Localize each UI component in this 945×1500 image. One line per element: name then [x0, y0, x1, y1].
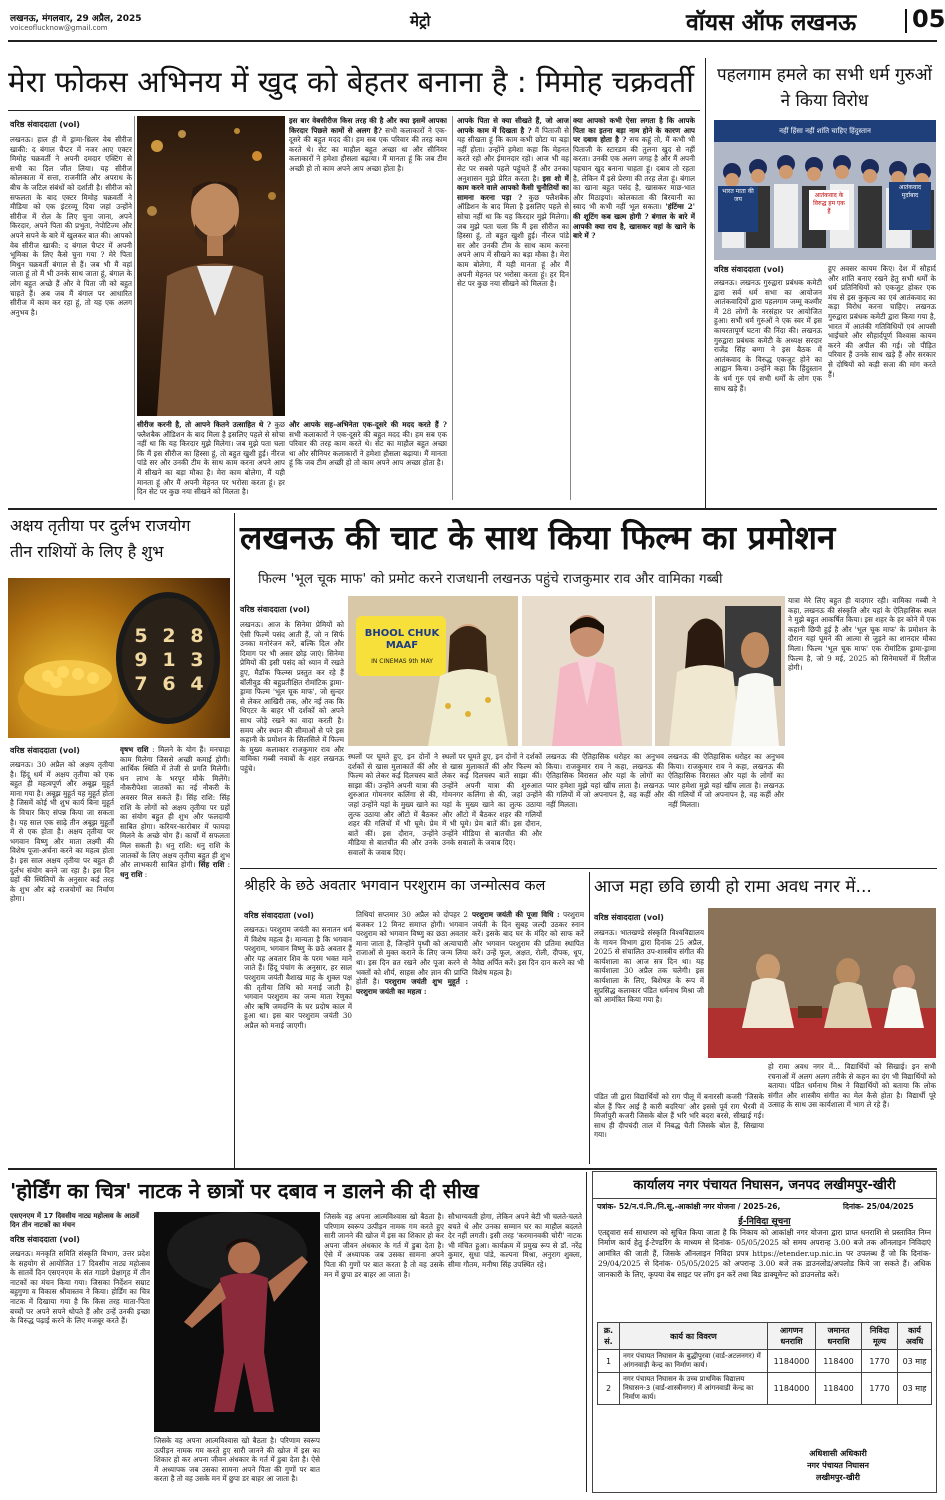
masthead-divider	[905, 9, 907, 33]
akshaya-number-grid	[126, 600, 212, 720]
mimoh-col2	[137, 420, 285, 500]
natak-col4: सौभाग्यवती होगा, लेकिन अपने बेटी भी चलते-चलते बचते थे और उनका सम्मान घर का माहौल बदलते देर नहीं लगती। इसी तरह 'करमानवकी चोरी' नाटक भी मंचित हुआ। कार्यक्रम में प्रमुख रूप से डॉ. नरेंद्र कुमार, सुधा पांडे, कल्पना मिश्रा, अनुराग शुक्ला, सीमा गौतम, मनीषा सिंह उपस्थित रहे।	[448, 1212, 582, 1269]
tender-cell-security: 118400	[816, 1350, 862, 1373]
pahalgam-placard-3: आतंकवाद मुर्दाबाद	[889, 182, 931, 230]
paper-name: वॉयस ऑफ लखनऊ	[686, 10, 857, 36]
natak-header	[10, 1171, 582, 1211]
natak-kicker: एसएनएम में 17 दिवसीय नाट्य महोत्सव के आठवें दिन तीन नाटकों का मंचन	[10, 1212, 140, 1229]
chaat-photo-3-art	[655, 596, 785, 746]
mimoh-col3	[289, 420, 447, 500]
akshaya-col2: वृषभ राशि : मिलने के योग हैं। मनचाहा काम मिलेगा जिससे अच्छी कमाई होगी। आर्थिक स्थिति में तेजी से प्रगति मिलेगी। धन लाभ के भरपूर मौके मिलेंगे। नौकरीपेशा जातकों का नई नौकरी के अवसर मिल सकते हैं। सिंह राशि: सिंह राशि के लोगों को अक्षय तृतीया पर ग्रहों का संयोग बहुत ही शुभ और फलदायी साबित होगा। करियर-कारोबार में फायदा मिलने के अच्छे योग हैं। कार्यों में सफलता मिल सकती है। धनु राशि: धनु राशि के जातकों के लिए अक्षय तृतीया बहुत ही शुभ और लाभकारी साबित होगी। सिंह राशि : धनु राशि :	[120, 745, 230, 879]
tender-cell-security: 118400	[816, 1373, 862, 1405]
mimoh-rule	[8, 110, 700, 111]
parshuram-col2	[356, 910, 468, 1163]
page-number: 05	[912, 5, 945, 33]
mimoh-divider-1	[134, 116, 135, 500]
tender-title: ई-निविदा सूचना	[738, 1217, 791, 1227]
parshuram-right-rule	[589, 872, 590, 1164]
chaat-subhead: फिल्म 'भूल चूक माफ' को प्रमोट करने राजधानी लखनऊ पहुंचे राजकुमार राव और वामिका गब्बी	[258, 571, 723, 587]
akshaya-sub-3: धनु राशि	[120, 869, 143, 879]
akshaya-number: 6	[162, 673, 176, 695]
tender-col-security: जमानत धनराशि	[816, 1323, 862, 1350]
chaat-col3: स्थलों पर घूमते हुए, इन दोनों ने दर्शकों से खास मुलाकातें कीं और फिल्म को लेकर कई दिलचस्प बातें साझा कीं। उन्होंने अपनी यात्रा की शुरुआत गोमनगर कलिंगा से की, जहां उन्होंने यहां के मुख्य खाने का लुत्फ उठाया और ऑटो में बैठकर शहर की गलियों में भी घूमे। प्रेम बातें कीं। इस दौरान, उन्होंने मीडिया से बातचीत की और उनके सवालों के जवाब दिए।	[442, 752, 542, 848]
chaat-byline: वरिष्ठ संवाददाता (vol)	[240, 605, 310, 614]
avadh-headline: आज महा छवि छायी हो रामा अवध नगर में...	[594, 877, 872, 897]
parshuram-header	[244, 872, 589, 902]
tender-cell-fee: 1770	[862, 1350, 898, 1373]
akshaya-byline: वरिष्ठ संवाददाता (vol)	[10, 746, 80, 755]
tender-date: दिनांक- 25/04/2025	[843, 1202, 914, 1211]
akshaya-headline-2: तीन राशियों के लिए है शुभ	[10, 542, 164, 561]
tender-cell-sn: 1	[598, 1350, 620, 1373]
akshaya-number: 3	[190, 649, 204, 671]
chaat-poster-date: IN CINEMAS 9th MAY	[371, 658, 433, 665]
tender-col-estimate: आगणन धनराशि	[768, 1323, 816, 1350]
pahalgam-headline: पहलगाम हमले का सभी धर्म गुरुओं ने किया विरोध	[716, 65, 933, 111]
avadh-photo	[708, 908, 936, 1058]
mimoh-col4-text2: कुछ फ्लैशबैक ऑडिशन के बाद मिला है इसलिए पहले से सोचा नहीं था कि यह किरदार मुझे मिलेगा। जब मुझे पता चला कि मैं इस सीरीज का हिस्सा हूं, तो बहुत खुशी हुई। नीरज पांडे सर और उनकी टीम के साथ काम करना अपने आप में सीखने का बड़ा मौका है। मेरा काम बोलेगा, मैं यही मानता हूं और मैं अपनी मेहनत पर भरोसा करता हूं। हर दिन सेट पर कुछ नया सीखने को मिलता है।	[457, 192, 569, 289]
chaat-photo-3	[655, 596, 785, 746]
mimoh-col1: लखनऊ। हाल ही में ड्रामा-थ्रिलर वेब सीरीज खाकी: द बंगाल चैप्टर में नजर आए एक्टर मिमोह चक्रवर्ती ने अपनी दमदार एक्टिंग से सभी का दिल जीत लिया। यह सीरीज कोलकाता में सत्ता, राजनीति और अपराध के बीच के जटिल संबंधों को दर्शाती है। सीरीज को सफलता के बाद एक्टर मिमोह चक्रवर्ती ने मीडिया को एक इंटरव्यू दिया जहां उन्होंने सीरीज में रोल के लिए चुना जाना, अपने किरदार, अपने पिता की प्रभुता, नेपोटिज्म और अपने सपने के बारे में खुलकर बात की। आपको वेब सीरीज खाकी: द बंगाल चैप्टर में अपनी भूमिका के लिए कैसे चुना गया ? मेरे पिता मिथुन चक्रवर्ती बंगाल से हैं। जब भी मैं वहां जाता हूं तो मैं भी उनके साथ जाता हूं, बंगाल के लोग बहुत अच्छे हैं और वे पिता जी को बहुत चाहते हैं। अब जब मैं बंगाल पर आधारित सीरीज में काम कर रहा हूं, तो यह एक अलग अनुभव है।	[10, 135, 132, 317]
parshuram-col3-text: परशुराम जयंती के दिन सुबह जल्दी उठकर स्नान करें। इसके बाद घर के मंदिर को साफ करें और भगवान परशुराम की प्रतिमा स्थापित करें। उन्हें फूल, अक्षत, रोली, दीपक, धूप, नैवेद्य अर्पित करें। इस दिन दान करने का भी विशेष महत्व है।	[472, 910, 584, 977]
pahalgam-photo	[714, 120, 936, 260]
chaat-photo-1	[348, 596, 518, 746]
akshaya-number: 1	[162, 649, 176, 671]
section-name: मेट्रो	[410, 12, 431, 30]
mimoh-photo	[137, 116, 285, 416]
akshaya-number: 4	[190, 673, 204, 695]
tender-office-rule	[593, 1198, 936, 1199]
table-row	[598, 1350, 932, 1373]
pahalgam-placard-1: भारत माता की जय	[718, 186, 758, 232]
tender-office: कार्यालय नगर पंचायत निघासन, जनपद लखीमपुर-खीरी	[633, 1178, 896, 1193]
mimoh-q8: बंगाल के बारे में आपकी क्या राय है, खासकर वहां के खाने के बारे में ?	[573, 211, 695, 241]
tender-col-sn: क्र. सं.	[598, 1323, 620, 1350]
mimoh-headline: मेरा फोकस अभिनय में खुद को बेहतर बनाना है : मिमोह चक्रवर्ती	[8, 65, 694, 99]
parshuram-headline: श्रीहरि के छठे अवतार भगवान परशुराम का जन्मोत्सव कल	[244, 878, 546, 894]
mimoh-q6: क्या आपको कभी ऐसा लगता है कि आपके पिता का इतना बड़ा नाम होने के कारण आप पर दबाव होता है ?	[573, 116, 695, 145]
tender-sign-2: नगर पंचायत निघासन	[807, 1461, 869, 1470]
akshaya-number: 7	[134, 673, 148, 695]
chaat-col4b: लखनऊ की ऐतिहासिक धरोहर का अनुभव किया। राजकुमार राव ने कहा, लखनऊ की ऐतिहासिक विरासत और यहां के लोगों का प्यार हमेशा मुझे यहां खींच लाता है। लखनऊ की गलियों में जो अपनापन है, वह कहीं और नहीं मिलता।	[668, 752, 784, 809]
natak-col3: जिसके वह अपना आत्मविश्वास खो बैठता है। परिणाम स्वरूप उत्पीड़न नामक गम करते हुए सारी जानने की खोज में इस का शिकार हो कर अपना जीवन अंधकार के गर्त में डुबा देता है। ऐसे में अध्यापक जब उसका सामना अपने पिता की गुणों पर बात करता है तो वह उसके मन में छुपा डर बाहर आ जाता है।	[324, 1212, 444, 1279]
masthead	[10, 5, 945, 39]
mimoh-col4-text: मैं पिताजी से यह सीखता हूं कि काम कभी छोटा या बड़ा नहीं होता। उन्होंने हमेशा कहा कि मेहनत करते रहो और ईमानदार रहो। आज भी वह सेट पर सबसे पहले पहुंचते हैं और उनका अनुशासन मुझे प्रेरित करता है।	[457, 125, 569, 183]
pahalgam-photo-banner: नहीं हिंसा नहीं शांति चाहिए हिंदुस्तान	[714, 120, 936, 142]
mimoh-divider-3	[570, 116, 571, 500]
mimoh-col4	[457, 116, 569, 500]
tender-table-header	[598, 1323, 932, 1350]
akshaya-sub-2: सिंह राशि	[198, 860, 225, 870]
pahalgam-placard-2: आतंकवाद के विरुद्ध हम एक हैं	[809, 190, 849, 230]
chaat-col1: लखनऊ। आज के सिनेमा प्रेमियों को ऐसी फिल्में पसंद आती हैं, जो न सिर्फ उनका मनोरंजन करें, बल्कि दिल और दिमाग पर भी असर छोड़ जाएं। सिनेमा प्रेमियों की इसी पसंद को ध्यान में रखते हुए, मैडॉक फिल्म्स प्रस्तुत कर रहे हैं बॉलीवुड की बहुप्रतीक्षित रोमांटिक ड्रामा-ड्रामा फिल्म 'भूल चूक माफ', जो सुन्दर से लेकर आखिरी तक, और नई तक कि थिएटर के बाहर भी दर्शकों को अपने साथ जोड़े रखने का वादा करती है। समय और स्थान की सीमाओं से परे इस कहानी के प्रमोशन के सिलसिले में फिल्म के मुख्य कलाकार राजकुमार राव और वामिका गब्बी नवाबों के शहर लखनऊ पहुंचे।	[240, 620, 344, 773]
tender-cell-fee: 1770	[862, 1373, 898, 1405]
parshuram-col1: लखनऊ। परशुराम जयंती का सनातन धर्म में विशेष महत्व है। मान्यता है कि भगवान परशुराम, भगवान विष्णु के छठे अवतार हैं और यह अवतार शिव के परम भक्त माने जाते हैं। हिंदू पंचांग के अनुसार, हर साल परशुराम जयंती वैशाख माह के शुक्ल पक्ष की तृतीया तिथि को मनाई जाती है। भगवान परशुराम का जन्म माता रेणुका और ऋषि जमदग्नि के घर प्रदोष काल में हुआ था। इस बार परशुराम जयंती 30 अप्रैल को मनाई जाएगी।	[244, 925, 352, 1030]
chaat-photo-2	[522, 596, 652, 746]
akshaya-photo	[8, 578, 230, 738]
mimoh-q1: सीरीज करनी है, तो आपने कितने उत्साहित थे ?	[137, 420, 272, 429]
chaat-poster-title: BHOOL CHUK MAAF	[364, 628, 440, 651]
section-rule-1	[8, 508, 937, 510]
parshuram-sub-3: परशुराम जयंती की पूजा विधि :	[472, 910, 560, 919]
mimoh-col3-text: सभी कलाकारों ने एक-दूसरे की बहुत मदद की। हम सब एक परिवार की तरह काम करते थे। सेट का माहौल बहुत अच्छा था और सीनियर कलाकारों ने हमेशा हौसला बढ़ाया। मैं मानता हूं कि जब टीम अच्छी हो तो काम अपने आप अच्छा होता है।	[289, 429, 447, 468]
tender-ref: पत्रांक- 52/न.पं.नि./नि.सू.-आकांक्षी नगर योजना / 2025-26,	[597, 1202, 781, 1211]
avadh-col1: लखनऊ। भातखण्डे संस्कृति विश्वविद्यालय के गायन विभाग द्वारा दिनांक 25 अप्रैल, 2025 से संचालित उप-शास्त्रीय संगीत की कार्यशाला का आज सत्र दिन था। यह कार्यशाला 30 अप्रैल तक चलेगी। इस कार्यशाला के लिए, बिशेषज्ञ के रूप में सुप्रसिद्ध कलाकार पंडित धर्मनाथ मिश्रा जी को आमंत्रित किया गया है।	[594, 928, 704, 1005]
avadh-photo-art	[708, 908, 936, 1058]
avadh-col2: पंडित जी द्वारा विद्यार्थियों को राग पीलू में बनारसी कजरी 'जिसके बोल हैं फिर आई है कारी बदरिया' और इससे पूर्व राग भैरवी में मिर्जापुरी कजरी जिसके बोल हैं भरि भरि बदरा बरसे, सीखाई गई। साथ ही दीपचंदी ताल में निबद्ध चैती जिसके बोल हैं, सिखाया गया।	[594, 1092, 764, 1140]
chaat-photo-1-art	[348, 596, 518, 746]
tender-cell-estimate: 1184000	[768, 1350, 816, 1373]
mimoh-col2-text: कुछ फ्लैशबैक ऑडिशन के बाद मिला है इसलिए पहले से सोचा नहीं था कि यह किरदार मुझे मिलेगा। जब मुझे पता चला कि मैं इस सीरीज का हिस्सा हूं, तो बहुत खुशी हुई। नीरज पांडे सर और उनकी टीम के साथ काम करना अपने आप में सीखने का बड़ा मौका है। मेरा काम बोलेगा, मैं यही मानता हूं और मैं अपनी मेहनत पर भरोसा करता हूं। हर दिन सेट पर कुछ नया सीखने को मिलता है।	[137, 420, 285, 497]
avadh-header	[594, 872, 937, 902]
pahalgam-left-rule	[705, 58, 706, 508]
tender-cell-period: 03 माह	[898, 1350, 932, 1373]
chaat-col4: लखनऊ की ऐतिहासिक धरोहर का अनुभव किया। राजकुमार राव ने कहा, लखनऊ की ऐतिहासिक विरासत और यहां के लोगों का प्यार हमेशा मुझे यहां खींच लाता है। लखनऊ की गलियों में जो अपनापन है, वह कहीं और नहीं मिलता।	[546, 752, 664, 809]
akshaya-number: 5	[134, 625, 148, 647]
parshuram-col2-text: तिथियां सप्तमार 30 अप्रैल को दोपहर 2 बजकर 12 मिनट समाप्त होगी। भगवान परशुराम को भगवान विष्णु का छठा अवतार माना जाता है, जिन्होंने पृथ्वी को अत्याचारी राजाओं से मुक्त कराने के लिए जन्म लिया था। इस दिन व्रत रखने और पूजा करने से भक्तों को शौर्य, साहस और ज्ञान की प्राप्ति होती है।	[356, 910, 468, 987]
tender-sign-3: लखीमपुर-खीरी	[816, 1473, 860, 1482]
natak-byline: वरिष्ठ संवाददाता (vol)	[10, 1235, 80, 1244]
avadh-col3: हो रामा अवध नगर में... विद्यार्थियों को सिखाई। इन सभी रचनाओं में अलग अलग तरीके से कहन का दंग भी विद्यार्थियों को बताया। पंडित धर्मनाथ मिश्र ने विद्यार्थियों को बताया कि लोक संगीत और शास्त्रीय संगीत का मेल कैसे होता है। विद्यार्थी पूरे उत्साह के साथ उस कार्यशाला में भाग ले रहे हैं।	[768, 1062, 936, 1110]
pahalgam-col2: हुए अवसर कायम किए। देश में सौहार्द और शांति बनाए रखने हेतु सभी धर्मों के धर्म प्रतिनिधियों को एकजुट होकर एक मंच से इस कुकृत्य का एवं आतंकवाद का कड़ा विरोध करना चाहिए। लखनऊ गुरुद्वारा प्रबंधक कमेटी द्वारा किया गया है, भारत में आतंकी गतिविधियों एवं आपसी भाईचारे और सौहार्दपूर्ण विश्वास कायम करने की अपील की गई। जो पीड़ित परिवार हैं उनके साथ खड़े हैं और सरकार से दोषियों को कड़ी सजा की मांग करते हैं।	[828, 264, 936, 379]
mimoh-photo-art	[137, 116, 285, 416]
tender-cell-period: 03 माह	[898, 1373, 932, 1405]
email: voiceoflucknow@gmail.com	[10, 24, 108, 32]
tender-col-period: कार्य अवधि	[898, 1323, 932, 1350]
pahalgam-col1: लखनऊ। लखनऊ गुरुद्वारा प्रबंधक कमेटी द्वारा सर्व धर्म सभा का आयोजन आतंकवादियों द्वारा पहलगाम जम्मू कश्मीर में 28 लोगों के नरसंहार पर आयोजित हुआ। सभी धर्म गुरुओं ने एक स्वर में इस कायरतापूर्ण घटना की निंदा की। लखनऊ गुरुद्वारा प्रबंधक कमेटी के अध्यक्ष सरदार राजेंद्र सिंह बग्गा ने इस बैठक में आतंकवाद के विरुद्ध एकजुट होने का आह्वान किया। उन्होंने कहा कि हिंदुस्तान के धर्म गुरु एवं सभी धर्मों के लोग एक साथ खड़े हैं।	[714, 278, 822, 393]
tender-sign-1: अधिशासी अधिकारी	[809, 1449, 867, 1458]
table-row	[598, 1373, 932, 1405]
akshaya-col2-text: मिलने के योग हैं। मनचाहा काम मिलेगा जिससे अच्छी कमाई होगी। आर्थिक स्थिति में तेजी से प्रगति मिलेगी। धन लाभ के भरपूर मौके मिलेंगे। नौकरीपेशा जातकों का नई नौकरी के अवसर मिल सकते हैं। सिंह राशि: सिंह राशि के लोगों को अक्षय तृतीया पर ग्रहों का संयोग बहुत ही शुभ और फलदायी साबित होगा। करियर-कारोबार में फायदा मिलने के अच्छे योग हैं। कार्यों में सफलता मिल सकती है। धनु राशि: धनु राशि के जातकों के लिए अक्षय तृतीया बहुत ही शुभ और लाभकारी साबित होगी।	[120, 745, 230, 870]
akshaya-header	[10, 513, 228, 575]
mimoh-q3: इस बार वेबसीरीज किस तरह की है और क्या इसमें आपका किरदार पिछले कामों से अलग है?	[289, 116, 447, 135]
mimoh-story-header	[8, 58, 700, 108]
mimoh-byline: वरिष्ठ संवाददाता (vol)	[10, 120, 80, 129]
tender-box	[592, 1171, 937, 1493]
tender-table-wrap	[597, 1322, 932, 1405]
tender-cell-estimate: 1184000	[768, 1373, 816, 1405]
tender-col-fee: निविदा मूल्य	[862, 1323, 898, 1350]
natak-col2b: जिसके वह अपना आत्मविश्वास खो बैठता है। परिणाम स्वरूप उत्पीड़न नामक गम करते हुए सारी जानने की खोज में इस का शिकार हो कर अपना जीवन अंधकार के गर्त में डुबा देता है। ऐसे में अध्यापक जब उसका सामना अपने पिता की गुणों पर बात करता है तो वह उसके मन में छुपा डर बाहर आ जाता है।	[154, 1436, 320, 1484]
pahalgam-byline: वरिष्ठ संवाददाता (vol)	[714, 265, 784, 274]
chaat-photo-2-art	[522, 596, 652, 746]
akshaya-number: 8	[190, 625, 204, 647]
mimoh-col5-text: सच कहूं तो, मैं कभी भी पिताजी के स्टारडम की तुलना खुद से नहीं करता। उनकी एक अलग जगह है और मैं अपनी पहचान खुद बनाना चाहता हूं। दबाव तो रहता है, लेकिन मैं इसे प्रेरणा की तरह लेता हूं। बंगाल का खाना बहुत पसंद है, खासकर माछ-भात और मिठाइयां। कोलकाता की बिरयानी का स्वाद भी कभी नहीं भूल सकता।	[573, 135, 695, 212]
akshaya-headline-1: अक्षय तृतीया पर दुर्लभ राजयोग	[10, 516, 191, 535]
parshuram-sub-2: परशुराम जयंती का महत्व :	[356, 986, 427, 996]
masthead-rule	[8, 40, 937, 42]
mimoh-q2: और आपके सह-अभिनेता एक-दूसरे की मदद करते हैं ?	[289, 420, 447, 429]
mimoh-q5: इस शो में काम करने वाले आपको कैसी चुनौतियों का सामना करना पड़ा ?	[457, 173, 569, 202]
mimoh-q4: आपके पिता से क्या सीखते हैं, जो आज आपके काम में दिखता है ?	[457, 116, 569, 135]
mimoh-q7: 'हंटिंग्स 2' की शूटिंग कब खत्म होगी ?	[573, 202, 695, 221]
tender-cell-desc: नगर पंचायत निघासन के बुद्धीपुरवा (वार्ड-अटलनगर) में आंगनवाड़ी केन्द्र का निर्माण कार्य।	[620, 1350, 768, 1373]
tender-signature	[743, 1448, 933, 1484]
chaat-col2: स्थलों पर घूमते हुए, इन दोनों ने दर्शकों से खास मुलाकातें कीं और फिल्म को लेकर कई दिलचस्प बातें साझा कीं। उन्होंने अपनी यात्रा की शुरुआत गोमनगर कलिंगा से की, जहां उन्होंने यहां के मुख्य खाने का लुत्फ उठाया और ऑटो में बैठकर शहर की गलियों में भी घूमे। प्रेम बातें कीं। इस दौरान, उन्होंने मीडिया से बातचीत की और उनके सवालों के जवाब दिए।	[348, 752, 438, 857]
natak-right-rule	[586, 1172, 587, 1492]
parshuram-byline: वरिष्ठ संवाददाता (vol)	[244, 911, 314, 920]
akshaya-right-rule	[234, 513, 235, 1168]
section-rule-3	[8, 1168, 937, 1170]
date-line: लखनऊ, मंगलवार, 29 अप्रैल, 2025	[10, 14, 142, 24]
akshaya-number: 2	[162, 625, 176, 647]
tender-cell-desc: नगर पंचायत निघासन के उच्च प्राथमिक विद्यालय निघासन-3 (वार्ड-शास्त्रीनगर) में आंगनवाडी केन्द्र का निर्माण कार्य।	[620, 1373, 768, 1405]
mimoh-col3-top	[289, 116, 447, 416]
natak-col1: लखनऊ। मनकृति समिति संस्कृति विभाग, उत्तर प्रदेश के सहयोग से आयोजित 17 दिवसीय नाट्य महोत्सव के सातवें दिन एसएनएम के संत गाडगे प्रेक्षागृह में तीन नाटकों का मंचन किया गया। जिसका निर्देशन सम्राट बहुगुणा व विकास श्रीवास्तव ने किया। होर्डिंग का चित्र नाटक में दिखाया गया है कि किस तरह माता-पिता बच्चों पर अपने सपने थोपते हैं और उन्हें उनकी इच्छा के विरुद्ध पढ़ाई करने के लिए मजबूर करते हैं।	[10, 1249, 150, 1326]
parshuram-col3	[472, 910, 584, 1163]
chaat-col5: यात्रा मेरे लिए बहुत ही यादगार रही। वामिका गब्बी ने कहा, लखनऊ की संस्कृति और यहां के ऐतिहासिक स्थल ने मुझे बहुत आकर्षित किया। इस शहर के हर कोने में एक कहानी छिपी हुई है और 'भूल चूक माफ' के प्रमोशन के दौरान यहां घूमने की आत्मा से जुड़ने का शानदार मौका मिला। फिल्म 'भूल चूक माफ' एक रोमांटिक ड्रामा-ड्रामा फिल्म है, जो 9 मई, 2025 को सिनेमाघरों में रिलीज होगी।	[788, 596, 936, 673]
tender-col-desc: कार्य का विवरण	[620, 1323, 768, 1350]
natak-photo-art	[154, 1212, 320, 1432]
avadh-byline: वरिष्ठ संवाददाता (vol)	[594, 913, 664, 922]
mimoh-col3-top-text: सभी कलाकारों ने एक-दूसरे की बहुत मदद की। हम सब एक परिवार की तरह काम करते थे। सेट का माहौल बहुत अच्छा था और सीनियर कलाकारों ने हमेशा हौसला बढ़ाया। मैं मानता हूं कि जब टीम अच्छी हो तो काम अपने आप अच्छा होता है।	[289, 125, 447, 173]
natak-photo	[154, 1212, 320, 1432]
chaat-headline: लखनऊ की चाट के साथ किया फिल्म का प्रमोशन	[240, 518, 836, 557]
parshuram-sub-1: परशुराम जयंती शुभ मुहूर्त :	[384, 977, 468, 987]
tender-table	[597, 1322, 932, 1405]
akshaya-col1: लखनऊ। 30 अप्रैल को अक्षय तृतीया है। हिंदू धर्म में अक्षय तृतीया को एक बहुत ही महत्वपूर्ण और अबूझ मुहूर्त माना गया है। अबूझ मुहूर्त यह मुहूर्त होता है जिसमें कोई भी शुभ कार्य बिना मुहूर्त के विचार किए संपन्न किया जा सकता है। यह साल एक साढ़े तीन अबूझ मुहूर्तों में से एक होता है। अक्षय तृतीया पर भगवान विष्णु और माता लक्ष्मी की विशेष पूजा-अर्चना करने का महत्व होता है। इस साल अक्षय तृतीया पर बहुत ही दुर्लभ संयोग बनने जा रहा है। इस दिन ग्रहों की स्थितियों के अनुसार कई तरह के शुभ और बड़े राजयोगों का निर्माण होगा।	[10, 760, 114, 904]
tender-body: एतद्द्वारा सर्व साधारण को सूचित किया जाता है कि निकाय को आकांक्षी नगर योजना द्वारा प्राप्त धनराशि से प्रस्तावित निम्न निर्माण कार्य हेतु ई-टेण्डरिंग के माध्यम से दिनांक- 05/05/2025 को समय अपरान्ह 3.00 बजे तक ऑनलाइन निविदाएं आमंत्रित की जाती हैं, जिसके ऑनलाइन निविदा प्रपत्र https://etender.up.nic.in पर उपलब्ध हैं जो कि दिनांक- 29/04/2025 से दिनांक- 05/05/2025 को अपरान्ह 3.00 बजे तक डाउनलोड/अपलोड किये जा सकते हैं। अधिक जानकारी के लिए, कृपया वेब साइट पर लॉग इन करें तथा बिड डाक्यूमेन्ट को डाउनलोड करें।	[598, 1228, 931, 1279]
natak-headline: 'होर्डिंग का चित्र' नाटक ने छात्रों पर दबाव न डालने की दी सीख	[10, 1179, 479, 1203]
section-rule-2	[240, 868, 937, 869]
akshaya-number: 9	[134, 649, 148, 671]
mimoh-divider-2	[452, 116, 453, 500]
tender-cell-sn: 2	[598, 1373, 620, 1405]
mimoh-col5	[573, 116, 695, 500]
akshaya-sub-1: वृषभ राशि	[120, 745, 149, 754]
chaat-header	[240, 515, 937, 565]
